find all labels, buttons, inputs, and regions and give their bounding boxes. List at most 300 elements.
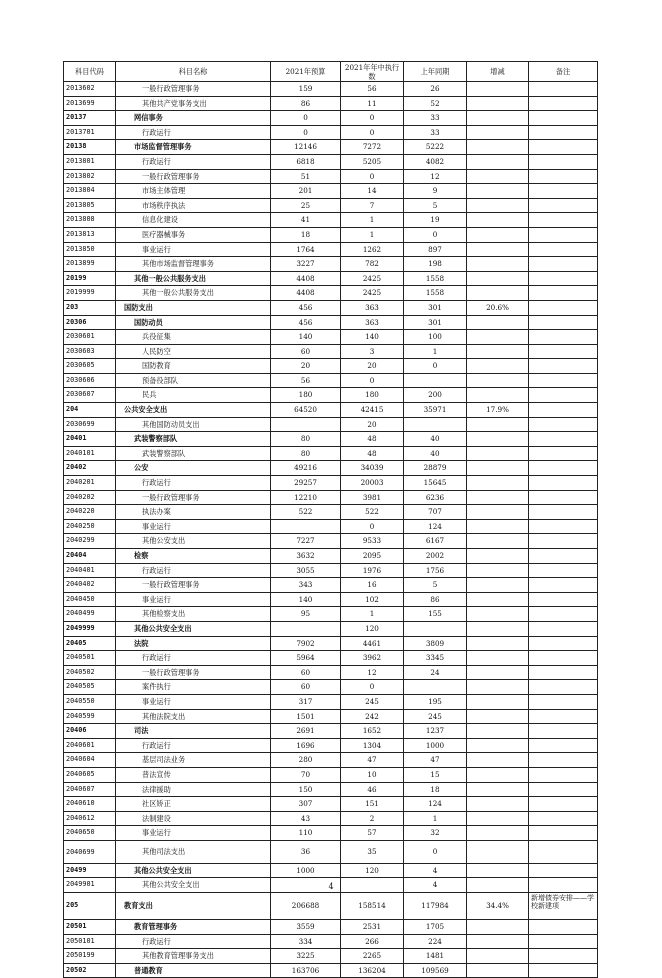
cell-name: 兵役征集 (116, 330, 271, 345)
cell-code: 2040499 (64, 607, 116, 622)
cell-prev-period: 24 (404, 665, 467, 680)
cell-budget-2021: 7902 (271, 636, 341, 651)
cell-code: 2013602 (64, 82, 116, 97)
cell-code: 2040607 (64, 782, 116, 797)
cell-name: 信息化建设 (116, 213, 271, 228)
cell-midyear-2021: 363 (341, 315, 404, 330)
cell-midyear-2021: 48 (341, 432, 404, 447)
cell-name: 行政运行 (116, 125, 271, 140)
cell-prev-period: 224 (404, 934, 467, 949)
cell-midyear-2021: 136204 (341, 963, 404, 978)
cell-budget-2021: 36 (271, 840, 341, 863)
header-midyear-2021: 2021年年中执行数 (341, 62, 404, 82)
cell-name: 法律援助 (116, 782, 271, 797)
cell-name: 案件执行 (116, 680, 271, 695)
table-row (64, 461, 598, 476)
cell-prev-period: 35971 (404, 403, 467, 418)
cell-code: 2030601 (64, 330, 116, 345)
cell-code: 2040505 (64, 680, 116, 695)
cell-code: 2049999 (64, 621, 116, 636)
cell-budget-2021: 456 (271, 315, 341, 330)
cell-prev-period: 1237 (404, 724, 467, 739)
cell-budget-2021: 41 (271, 213, 341, 228)
cell-name: 其他检察支出 (116, 607, 271, 622)
cell-name: 行政运行 (116, 651, 271, 666)
cell-change (467, 549, 529, 564)
cell-change (467, 198, 529, 213)
cell-midyear-2021: 2265 (341, 949, 404, 964)
cell-note (529, 826, 598, 841)
cell-midyear-2021: 16 (341, 578, 404, 593)
cell-note (529, 154, 598, 169)
cell-code: 20137 (64, 111, 116, 126)
cell-name: 其他公共安全支出 (116, 863, 271, 878)
cell-midyear-2021: 1304 (341, 738, 404, 753)
cell-midyear-2021: 9533 (341, 534, 404, 549)
cell-code: 2050101 (64, 934, 116, 949)
cell-note (529, 417, 598, 432)
cell-note (529, 271, 598, 286)
cell-budget-2021: 0 (271, 111, 341, 126)
table-body (64, 82, 598, 978)
cell-budget-2021: 29257 (271, 476, 341, 491)
cell-code: 2040501 (64, 651, 116, 666)
cell-prev-period: 301 (404, 300, 467, 315)
cell-note (529, 519, 598, 534)
cell-budget-2021: 1764 (271, 242, 341, 257)
cell-note (529, 315, 598, 330)
cell-note (529, 476, 598, 491)
cell-midyear-2021: 7272 (341, 140, 404, 155)
cell-name: 一般行政管理事务 (116, 169, 271, 184)
cell-name: 事业运行 (116, 694, 271, 709)
cell-name: 武装警察部队 (116, 432, 271, 447)
cell-change (467, 534, 529, 549)
cell-prev-period (404, 680, 467, 695)
table-row (64, 826, 598, 841)
cell-midyear-2021: 0 (341, 125, 404, 140)
cell-note (529, 811, 598, 826)
cell-change (467, 169, 529, 184)
cell-budget-2021: 25 (271, 198, 341, 213)
cell-budget-2021: 5964 (271, 651, 341, 666)
cell-code: 2040599 (64, 709, 116, 724)
cell-prev-period (404, 417, 467, 432)
cell-midyear-2021: 3 (341, 344, 404, 359)
cell-change (467, 476, 529, 491)
cell-name: 事业运行 (116, 519, 271, 534)
cell-midyear-2021: 158514 (341, 893, 404, 920)
cell-midyear-2021: 151 (341, 797, 404, 812)
cell-code: 2040401 (64, 563, 116, 578)
cell-prev-period: 33 (404, 111, 467, 126)
cell-budget-2021: 343 (271, 578, 341, 593)
cell-prev-period: 195 (404, 694, 467, 709)
table-row (64, 388, 598, 403)
table-row (64, 934, 598, 949)
cell-code: 2040202 (64, 490, 116, 505)
cell-code: 2040402 (64, 578, 116, 593)
cell-prev-period: 1756 (404, 563, 467, 578)
cell-code: 2013701 (64, 125, 116, 140)
header-change: 增减 (467, 62, 529, 82)
cell-budget-2021: 307 (271, 797, 341, 812)
cell-note (529, 621, 598, 636)
cell-change (467, 753, 529, 768)
cell-code: 20406 (64, 724, 116, 739)
cell-prev-period: 5 (404, 578, 467, 593)
cell-code: 20405 (64, 636, 116, 651)
cell-budget-2021: 150 (271, 782, 341, 797)
table-row (64, 840, 598, 863)
cell-code: 2040450 (64, 592, 116, 607)
cell-prev-period: 26 (404, 82, 467, 97)
cell-code: 2013805 (64, 198, 116, 213)
cell-midyear-2021: 4461 (341, 636, 404, 651)
cell-budget-2021: 159 (271, 82, 341, 97)
cell-name: 市场主体管理 (116, 184, 271, 199)
cell-change (467, 920, 529, 935)
cell-prev-period: 1558 (404, 271, 467, 286)
cell-midyear-2021: 2531 (341, 920, 404, 935)
cell-midyear-2021: 363 (341, 300, 404, 315)
cell-midyear-2021: 3962 (341, 651, 404, 666)
cell-note (529, 300, 598, 315)
cell-change (467, 738, 529, 753)
cell-prev-period: 2002 (404, 549, 467, 564)
cell-code: 20401 (64, 432, 116, 447)
cell-prev-period: 47 (404, 753, 467, 768)
cell-change (467, 373, 529, 388)
cell-prev-period: 15645 (404, 476, 467, 491)
table-row (64, 797, 598, 812)
cell-prev-period: 3345 (404, 651, 467, 666)
cell-note (529, 403, 598, 418)
cell-prev-period: 124 (404, 797, 467, 812)
cell-code: 20499 (64, 863, 116, 878)
cell-code: 2030607 (64, 388, 116, 403)
cell-budget-2021: 12210 (271, 490, 341, 505)
cell-code: 203 (64, 300, 116, 315)
cell-code: 2013802 (64, 169, 116, 184)
cell-change (467, 592, 529, 607)
cell-midyear-2021: 1 (341, 227, 404, 242)
cell-code: 2040605 (64, 767, 116, 782)
cell-code: 20402 (64, 461, 116, 476)
cell-change (467, 636, 529, 651)
table-row (64, 169, 598, 184)
table-row (64, 549, 598, 564)
table-row (64, 111, 598, 126)
table-row (64, 490, 598, 505)
cell-code: 2013804 (64, 184, 116, 199)
cell-note (529, 709, 598, 724)
cell-prev-period: 897 (404, 242, 467, 257)
cell-budget-2021: 51 (271, 169, 341, 184)
cell-note (529, 863, 598, 878)
table-row (64, 359, 598, 374)
cell-budget-2021: 4408 (271, 271, 341, 286)
cell-note (529, 724, 598, 739)
table-header-row (64, 62, 598, 82)
cell-prev-period: 198 (404, 257, 467, 272)
cell-midyear-2021: 5205 (341, 154, 404, 169)
cell-name: 其他公共安全支出 (116, 878, 271, 893)
cell-budget-2021: 6818 (271, 154, 341, 169)
table-row (64, 636, 598, 651)
cell-midyear-2021: 3981 (341, 490, 404, 505)
cell-change (467, 271, 529, 286)
cell-prev-period: 4 (404, 863, 467, 878)
cell-budget-2021: 110 (271, 826, 341, 841)
cell-change (467, 461, 529, 476)
cell-budget-2021: 1000 (271, 863, 341, 878)
cell-name: 其他一般公共服务支出 (116, 286, 271, 301)
table-row (64, 893, 598, 920)
cell-midyear-2021: 522 (341, 505, 404, 520)
cell-note (529, 694, 598, 709)
cell-name: 市场秩序执法 (116, 198, 271, 213)
cell-change (467, 505, 529, 520)
cell-change (467, 417, 529, 432)
cell-code: 2040610 (64, 797, 116, 812)
cell-code: 2030603 (64, 344, 116, 359)
cell-budget-2021: 201 (271, 184, 341, 199)
cell-note (529, 738, 598, 753)
cell-code: 2030699 (64, 417, 116, 432)
table-row (64, 125, 598, 140)
cell-budget-2021: 56 (271, 373, 341, 388)
cell-change (467, 446, 529, 461)
cell-change (467, 96, 529, 111)
cell-name: 网信事务 (116, 111, 271, 126)
cell-code: 20501 (64, 920, 116, 935)
cell-budget-2021 (271, 417, 341, 432)
cell-midyear-2021: 2 (341, 811, 404, 826)
cell-prev-period: 1481 (404, 949, 467, 964)
cell-name: 行政运行 (116, 154, 271, 169)
cell-prev-period: 19 (404, 213, 467, 228)
cell-midyear-2021: 20003 (341, 476, 404, 491)
cell-midyear-2021: 20 (341, 417, 404, 432)
cell-budget-2021 (271, 621, 341, 636)
table-row (64, 505, 598, 520)
cell-midyear-2021: 2095 (341, 549, 404, 564)
cell-name: 法院 (116, 636, 271, 651)
cell-change (467, 826, 529, 841)
cell-midyear-2021: 245 (341, 694, 404, 709)
cell-name: 人民防空 (116, 344, 271, 359)
cell-change (467, 863, 529, 878)
cell-name: 事业运行 (116, 242, 271, 257)
cell-note (529, 96, 598, 111)
cell-midyear-2021: 0 (341, 680, 404, 695)
cell-code: 20306 (64, 315, 116, 330)
cell-note (529, 920, 598, 935)
cell-code: 2040604 (64, 753, 116, 768)
cell-prev-period: 52 (404, 96, 467, 111)
cell-midyear-2021: 120 (341, 621, 404, 636)
cell-budget-2021: 3559 (271, 920, 341, 935)
table-row (64, 753, 598, 768)
cell-budget-2021: 334 (271, 934, 341, 949)
cell-name: 其他一般公共服务支出 (116, 271, 271, 286)
cell-budget-2021: 140 (271, 592, 341, 607)
header-name: 科目名称 (116, 62, 271, 82)
cell-budget-2021: 0 (271, 125, 341, 140)
cell-prev-period: 100 (404, 330, 467, 345)
cell-code: 2013699 (64, 96, 116, 111)
cell-code: 2049901 (64, 878, 116, 893)
cell-name: 其他公安支出 (116, 534, 271, 549)
cell-note (529, 592, 598, 607)
table-row (64, 709, 598, 724)
cell-name: 行政运行 (116, 934, 271, 949)
cell-budget-2021: 60 (271, 680, 341, 695)
cell-name: 其他法院支出 (116, 709, 271, 724)
cell-name: 其他共产党事务支出 (116, 96, 271, 111)
table-row (64, 344, 598, 359)
cell-prev-period: 6236 (404, 490, 467, 505)
cell-prev-period: 155 (404, 607, 467, 622)
cell-note (529, 949, 598, 964)
cell-prev-period: 1 (404, 344, 467, 359)
cell-name: 预备役部队 (116, 373, 271, 388)
header-budget-2021: 2021年预算 (271, 62, 341, 82)
cell-note (529, 213, 598, 228)
cell-budget-2021: 317 (271, 694, 341, 709)
cell-note (529, 140, 598, 155)
cell-midyear-2021: 120 (341, 863, 404, 878)
cell-midyear-2021: 1976 (341, 563, 404, 578)
table-row (64, 607, 598, 622)
cell-name: 其他教育管理事务支出 (116, 949, 271, 964)
cell-budget-2021: 3055 (271, 563, 341, 578)
table-row (64, 257, 598, 272)
cell-prev-period: 33 (404, 125, 467, 140)
cell-budget-2021: 1696 (271, 738, 341, 753)
cell-prev-period: 12 (404, 169, 467, 184)
cell-change (467, 694, 529, 709)
table-row (64, 242, 598, 257)
cell-change (467, 154, 529, 169)
cell-note (529, 257, 598, 272)
cell-budget-2021: 3225 (271, 949, 341, 964)
cell-change (467, 651, 529, 666)
table-row (64, 184, 598, 199)
cell-prev-period: 117984 (404, 893, 467, 920)
cell-prev-period: 109569 (404, 963, 467, 978)
cell-name: 国防动员 (116, 315, 271, 330)
cell-code: 20138 (64, 140, 116, 155)
cell-code: 2030605 (64, 359, 116, 374)
cell-change (467, 140, 529, 155)
cell-name: 一般行政管理事务 (116, 82, 271, 97)
cell-change (467, 330, 529, 345)
cell-change (467, 344, 529, 359)
budget-table (63, 61, 598, 978)
cell-budget-2021: 20 (271, 359, 341, 374)
cell-note (529, 934, 598, 949)
cell-change (467, 359, 529, 374)
cell-code: 20404 (64, 549, 116, 564)
cell-note (529, 359, 598, 374)
cell-note (529, 782, 598, 797)
cell-name: 执法办案 (116, 505, 271, 520)
table-row (64, 863, 598, 878)
cell-name: 行政运行 (116, 476, 271, 491)
cell-change (467, 519, 529, 534)
cell-budget-2021: 18 (271, 227, 341, 242)
cell-budget-2021: 95 (271, 607, 341, 622)
header-code: 科目代码 (64, 62, 116, 82)
cell-code: 20199 (64, 271, 116, 286)
cell-name: 基层司法业务 (116, 753, 271, 768)
cell-change (467, 82, 529, 97)
table-row (64, 738, 598, 753)
cell-name: 普通教育 (116, 963, 271, 978)
cell-prev-period: 5222 (404, 140, 467, 155)
cell-change (467, 782, 529, 797)
table-row (64, 782, 598, 797)
cell-budget-2021: 80 (271, 446, 341, 461)
cell-change (467, 213, 529, 228)
cell-name: 其他司法支出 (116, 840, 271, 863)
cell-note (529, 227, 598, 242)
cell-prev-period: 1 (404, 811, 467, 826)
table-row (64, 651, 598, 666)
budget-table-sheet (63, 61, 597, 978)
cell-note: 新增债券安排——学校新建项 (529, 893, 598, 920)
cell-note (529, 578, 598, 593)
cell-change (467, 490, 529, 505)
cell-prev-period: 0 (404, 227, 467, 242)
page-number: 4 (328, 882, 334, 891)
table-row (64, 694, 598, 709)
cell-code: 2040550 (64, 694, 116, 709)
table-row (64, 563, 598, 578)
cell-note (529, 344, 598, 359)
cell-note (529, 330, 598, 345)
cell-budget-2021: 60 (271, 665, 341, 680)
cell-note (529, 490, 598, 505)
cell-prev-period (404, 621, 467, 636)
cell-change (467, 949, 529, 964)
cell-note (529, 680, 598, 695)
cell-name: 检察 (116, 549, 271, 564)
cell-midyear-2021: 242 (341, 709, 404, 724)
cell-change (467, 563, 529, 578)
cell-name: 公安 (116, 461, 271, 476)
cell-prev-period: 4 (404, 878, 467, 893)
cell-change (467, 242, 529, 257)
cell-budget-2021: 70 (271, 767, 341, 782)
table-row (64, 96, 598, 111)
cell-code: 2030606 (64, 373, 116, 388)
cell-code: 2040220 (64, 505, 116, 520)
cell-note (529, 651, 598, 666)
cell-midyear-2021: 266 (341, 934, 404, 949)
cell-midyear-2021: 46 (341, 782, 404, 797)
cell-code: 2040201 (64, 476, 116, 491)
cell-midyear-2021: 42415 (341, 403, 404, 418)
cell-code: 2040250 (64, 519, 116, 534)
table-row (64, 534, 598, 549)
cell-code: 2040502 (64, 665, 116, 680)
cell-prev-period: 40 (404, 432, 467, 447)
cell-change (467, 767, 529, 782)
cell-midyear-2021: 2425 (341, 271, 404, 286)
